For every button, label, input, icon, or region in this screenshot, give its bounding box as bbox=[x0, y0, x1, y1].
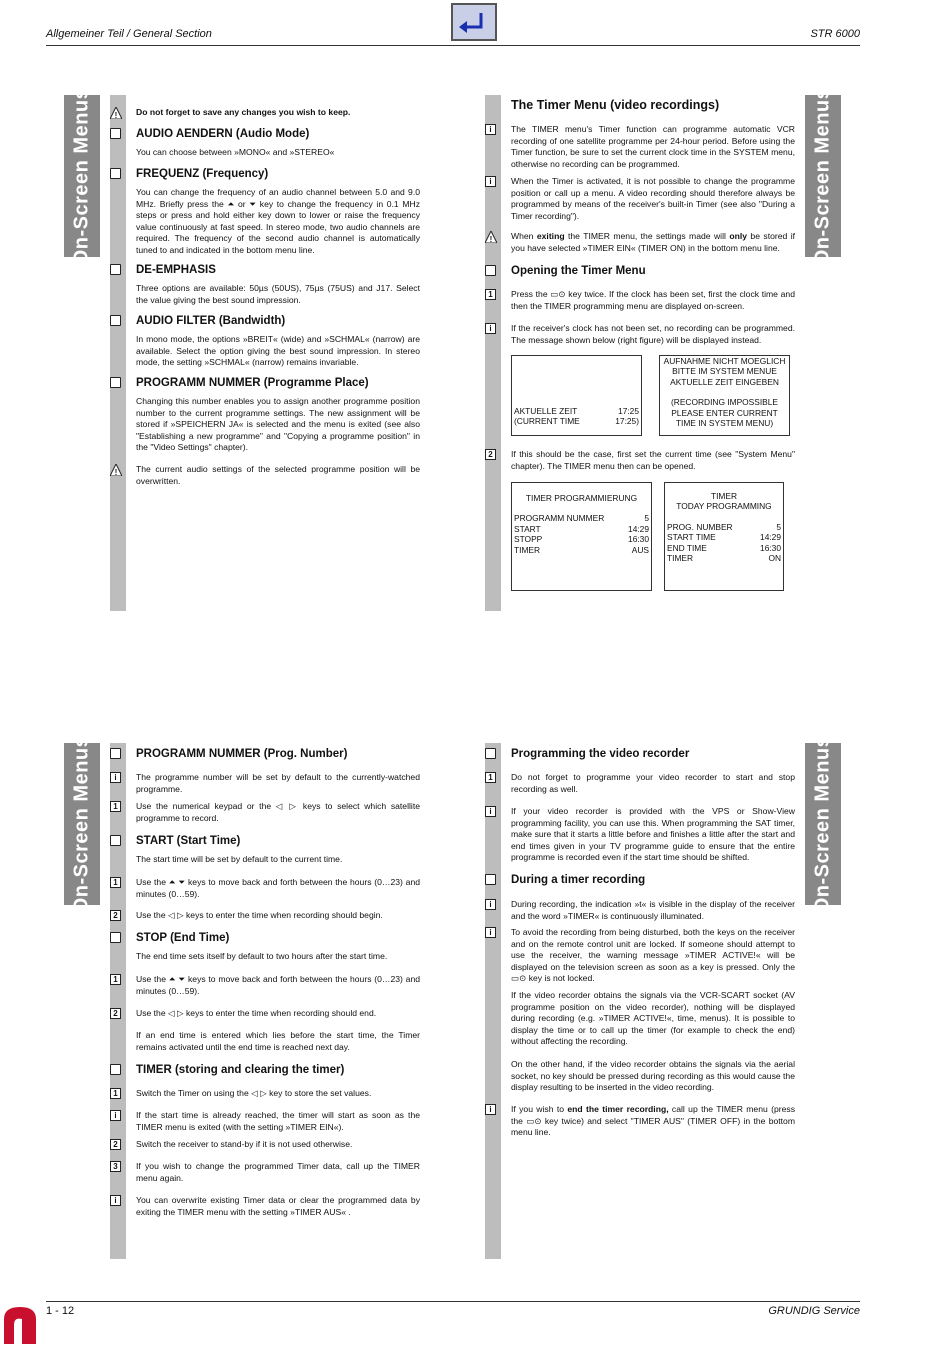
section-checkbox-icon bbox=[110, 748, 121, 759]
info-icon: i bbox=[485, 806, 496, 817]
end-time-info: If an end time is entered which lies before the start time, the Timer remains activated until the end time is reached next day. bbox=[136, 1030, 420, 1052]
frequency-heading: FREQUENZ (Frequency) bbox=[136, 168, 269, 180]
frequency-text: You can change the frequency of an audio channel between 5.0 and 9.0 MHz. Briefly press the ⏶ or ⏷ key to change the frequency in 0.1 MHz steps or press and hold either key down to lower or raise the frequency value continuously at fast speed. In stereo mode, two audio channels are required. The frequency of the second audio channel is automatically tuned to and indicated in the bottom menu line. bbox=[136, 187, 420, 255]
timer-info-clear: You can overwrite existing Timer data or clear the programmed data by exiting the TIMER menu with the setting »TIMER AUS« . bbox=[136, 1195, 420, 1217]
warning-icon bbox=[110, 107, 122, 119]
audio-filter-heading: AUDIO FILTER (Bandwidth) bbox=[136, 315, 286, 327]
overwrite-warning: The current audio settings of the selected programme position will be overwritten. bbox=[136, 464, 420, 486]
side-tab-top-right: On-Screen Menus bbox=[805, 95, 841, 257]
opening-step-2: If this should be the case, first set the current time (see "System Menu" chapter). The TIMER menu then can be opened. bbox=[511, 449, 795, 471]
section-checkbox-icon bbox=[110, 377, 121, 388]
info-icon: i bbox=[485, 899, 496, 910]
timer-exit-warning: When exiting the TIMER menu, the settings made will only be stored if you have selected »TIMER EIN« (TIMER ON) in the bottom menu line. bbox=[511, 231, 795, 253]
prog-number-heading: PROGRAMM NUMMER (Prog. Number) bbox=[136, 748, 348, 760]
side-tab-bottom-right: On-Screen Menus bbox=[805, 743, 841, 905]
section-checkbox-icon bbox=[110, 264, 121, 275]
de-emphasis-heading: DE-EMPHASIS bbox=[136, 264, 216, 276]
margin-strip bbox=[485, 743, 501, 1259]
audio-mode-heading: AUDIO AENDERN (Audio Mode) bbox=[136, 128, 310, 140]
side-tab-bottom-left: On-Screen Menus bbox=[64, 743, 100, 905]
svg-text:!: ! bbox=[114, 111, 118, 119]
header-section-title: Allgemeiner Teil / General Section bbox=[46, 28, 212, 40]
step-2-icon: 2 bbox=[110, 910, 121, 921]
info-icon: i bbox=[110, 1195, 121, 1206]
timer-settings-section bbox=[113, 748, 420, 1248]
margin-strip bbox=[485, 95, 501, 611]
end-recording-info: If you wish to end the timer recording, call up the TIMER menu (press the ▭⊙ key twice) and select "TIMER AUS" (TIMER OFF) in the bottom menu line. bbox=[511, 1104, 795, 1138]
audio-mode-text: You can choose between »MONO« and »STEREO« bbox=[136, 147, 335, 157]
svg-text:!: ! bbox=[489, 235, 493, 243]
footer-rule bbox=[46, 1301, 860, 1302]
info-icon: i bbox=[485, 176, 496, 187]
warning-icon bbox=[485, 231, 497, 243]
info-icon: i bbox=[485, 927, 496, 938]
side-tab-top-left: On-Screen Menus bbox=[64, 95, 100, 257]
section-checkbox-icon bbox=[485, 265, 496, 276]
start-time-step-2: Use the ◁ ▷ keys to enter the time when recording should begin. bbox=[136, 910, 383, 920]
current-time-screen: AKTUELLE ZEIT 17:25 (CURRENT TIME 17:25) bbox=[511, 355, 642, 436]
info-icon: i bbox=[485, 124, 496, 135]
info-icon: i bbox=[485, 1104, 496, 1115]
header-rule bbox=[46, 45, 860, 46]
svg-text:!: ! bbox=[114, 468, 118, 476]
footer-brand: GRUNDIG Service bbox=[768, 1305, 860, 1317]
clock-not-set-info: If the receiver's clock has not been set, no recording can be programmed. The message shown below (right figure) will be displayed instead. bbox=[511, 323, 795, 345]
prog-number-step-1: Use the numerical keypad or the ◁ ▷ keys to select which satellite programme to record. bbox=[136, 801, 420, 823]
de-emphasis-text: Three options are available: 50µs (50US), 75µs (75US) and J17. Select the value giving the best sound impression. bbox=[136, 283, 420, 305]
save-warning: Do not forget to save any changes you wish to keep. bbox=[136, 107, 351, 117]
programme-place-heading: PROGRAMM NUMMER (Programme Place) bbox=[136, 377, 369, 389]
info-icon: i bbox=[110, 772, 121, 783]
audio-settings-section bbox=[114, 105, 420, 505]
during-recording-heading: During a timer recording bbox=[511, 874, 646, 886]
timer-step-3: If you wish to change the programmed Timer data, call up the TIMER menu again. bbox=[136, 1161, 420, 1183]
end-time-step-2: Use the ◁ ▷ keys to enter the time when recording should end. bbox=[136, 1008, 377, 1018]
timer-info-start: If the start time is already reached, the timer will start as soon as the TIMER menu is exited (with the setting »TIMER EIN«). bbox=[136, 1110, 420, 1132]
step-2-icon: 2 bbox=[110, 1139, 121, 1150]
info-icon: i bbox=[110, 1110, 121, 1121]
step-1-icon: 1 bbox=[110, 974, 121, 985]
page-number: 1 - 12 bbox=[46, 1305, 75, 1317]
start-time-heading: START (Start Time) bbox=[136, 835, 241, 847]
keys-locked-info: To avoid the recording from being disturbed, both the keys on the receiver and on the remote control unit are locked. If someone should attempt to use the receiver, the warning message »TIMER ACTIVE!« will be displayed on the television screen as soon as a key is pressed. Only the ▭⊙ key is not locked. bbox=[511, 927, 795, 984]
timer-store-heading: TIMER (storing and clearing the timer) bbox=[136, 1064, 345, 1076]
header-model: STR 6000 bbox=[810, 28, 860, 40]
section-checkbox-icon bbox=[110, 315, 121, 326]
audio-filter-text: In mono mode, the options »BREIT« (wide) and »SCHMAL« (narrow) are available. Select the option giving the best sound impression. In stereo mode, the setting »SCHMAL« (narrow) remains invariable. bbox=[136, 334, 420, 368]
brand-logo-icon bbox=[2, 1305, 38, 1344]
prog-number-info: The programme number will be set by default to the currently-watched programme. bbox=[136, 772, 420, 794]
section-checkbox-icon bbox=[485, 874, 496, 885]
opening-step-1: Press the ▭⊙ key twice. If the clock has been set, first the clock time and then the TIMER programming menu are displayed on-screen. bbox=[511, 289, 795, 311]
programming-vcr-heading: Programming the video recorder bbox=[511, 748, 690, 760]
step-1-icon: 1 bbox=[110, 1088, 121, 1099]
step-2-icon: 2 bbox=[485, 449, 496, 460]
timer-info-1: The TIMER menu's Timer function can programme automatic VCR recording of one satellite programme per 24-hour period. Before using the Timer function, be sure to set the current clock time in the SYSTEM menu, otherwise no recording can be programmed. bbox=[511, 124, 795, 169]
recording-impossible-screen: AUFNAHME NICHT MOEGLICH BITTE IM SYSTEM MENUE AKTUELLE ZEIT EINGEBEN (RECORDING IMPOSSIBLE PLEASE ENTER CURRENT TIME IN SYSTEM MENU) bbox=[659, 355, 790, 436]
vps-info: If your video recorder is provided with the VPS or Show-View programming facility, you can use this. When programming the SAT timer, make sure that it starts a little before and finishes a little after the start and end times given in your TV programme guide to ensure that the entire programme is recorded even if the start time should be shifted. bbox=[511, 806, 795, 863]
video-recorder-section bbox=[488, 748, 795, 1248]
timer-step-1: Switch the Timer on using the ◁ ▷ key to store the set values. bbox=[136, 1088, 372, 1098]
vcr-step-1: Do not forget to programme your video recorder to start and stop recording as well. bbox=[511, 772, 795, 794]
step-1-icon: 1 bbox=[485, 289, 496, 300]
section-checkbox-icon bbox=[110, 128, 121, 139]
timer-programmierung-screen: TIMER PROGRAMMIERUNG PROGRAMM NUMMER 5 START 14:29 STOPP 16:30 TIMER AUS bbox=[511, 482, 652, 591]
opening-timer-heading: Opening the Timer Menu bbox=[511, 265, 646, 277]
margin-strip bbox=[110, 743, 126, 1259]
section-checkbox-icon bbox=[110, 835, 121, 846]
programme-place-text: Changing this number enables you to assign another programme position number to the current programme settings. The new assignment will be stored if »SPEICHERN JA« is selected and the menu is exited (see also "Establishing a new programme" and "Copying a programme position" in the "Video Settings" chapter). bbox=[136, 396, 420, 453]
warning-icon bbox=[110, 464, 122, 476]
end-time-text: The end time sets itself by default to two hours after the start time. bbox=[136, 951, 388, 961]
step-1-icon: 1 bbox=[110, 877, 121, 888]
timer-today-programming-screen: TIMER TODAY PROGRAMMING PROG. NUMBER 5 START TIME 14:29 END TIME 16:30 TIMER ON bbox=[664, 482, 784, 591]
step-2-icon: 2 bbox=[110, 1008, 121, 1019]
section-checkbox-icon bbox=[110, 168, 121, 179]
step-1-icon: 1 bbox=[485, 772, 496, 783]
recording-indication-info: During recording, the indication »t« is visible in the display of the receiver and the word »TIMER« is continuously illuminated. bbox=[511, 899, 795, 921]
section-checkbox-icon bbox=[485, 748, 496, 759]
info-icon: i bbox=[485, 323, 496, 334]
back-button[interactable] bbox=[451, 3, 497, 41]
start-time-step-1: Use the ⏶ ⏷ keys to move back and forth between the hours (0…23) and minutes (0…59). bbox=[136, 877, 420, 899]
step-3-icon: 3 bbox=[110, 1161, 121, 1172]
section-checkbox-icon bbox=[110, 932, 121, 943]
timer-step-2: Switch the receiver to stand-by if it is not used otherwise. bbox=[136, 1139, 353, 1149]
end-time-heading: STOP (End Time) bbox=[136, 932, 230, 944]
timer-menu-title: The Timer Menu (video recordings) bbox=[511, 98, 720, 112]
back-arrow-icon bbox=[453, 5, 495, 39]
step-1-icon: 1 bbox=[110, 801, 121, 812]
scart-text: If the video recorder obtains the signals via the VCR-SCART socket (AV programme position on the video recorder), nothing will be displayed during recording (e.g. »TIMER ACTIVE!«, time, menus). It is possible to display the time or to call up the timer (for example to check the end) without affecting the recording. bbox=[511, 990, 795, 1047]
aerial-text: On the other hand, if the video recorder obtains the signals via the aerial socket, no key should be pressed during recording as this would cause the display resulting to be inserted in the video recording. bbox=[511, 1059, 795, 1093]
timer-info-2: When the Timer is activated, it is not possible to change the programme position or call up a menu. A video recording should therefore always be programmed by means of the receiver's built-in Timer (see also "During a Timer recording"). bbox=[511, 176, 795, 221]
end-time-step-1: Use the ⏶ ⏷ keys to move back and forth between the hours (0…23) and minutes (0…59). bbox=[136, 974, 420, 996]
start-time-text: The start time will be set by default to the current time. bbox=[136, 854, 343, 864]
section-checkbox-icon bbox=[110, 1064, 121, 1075]
